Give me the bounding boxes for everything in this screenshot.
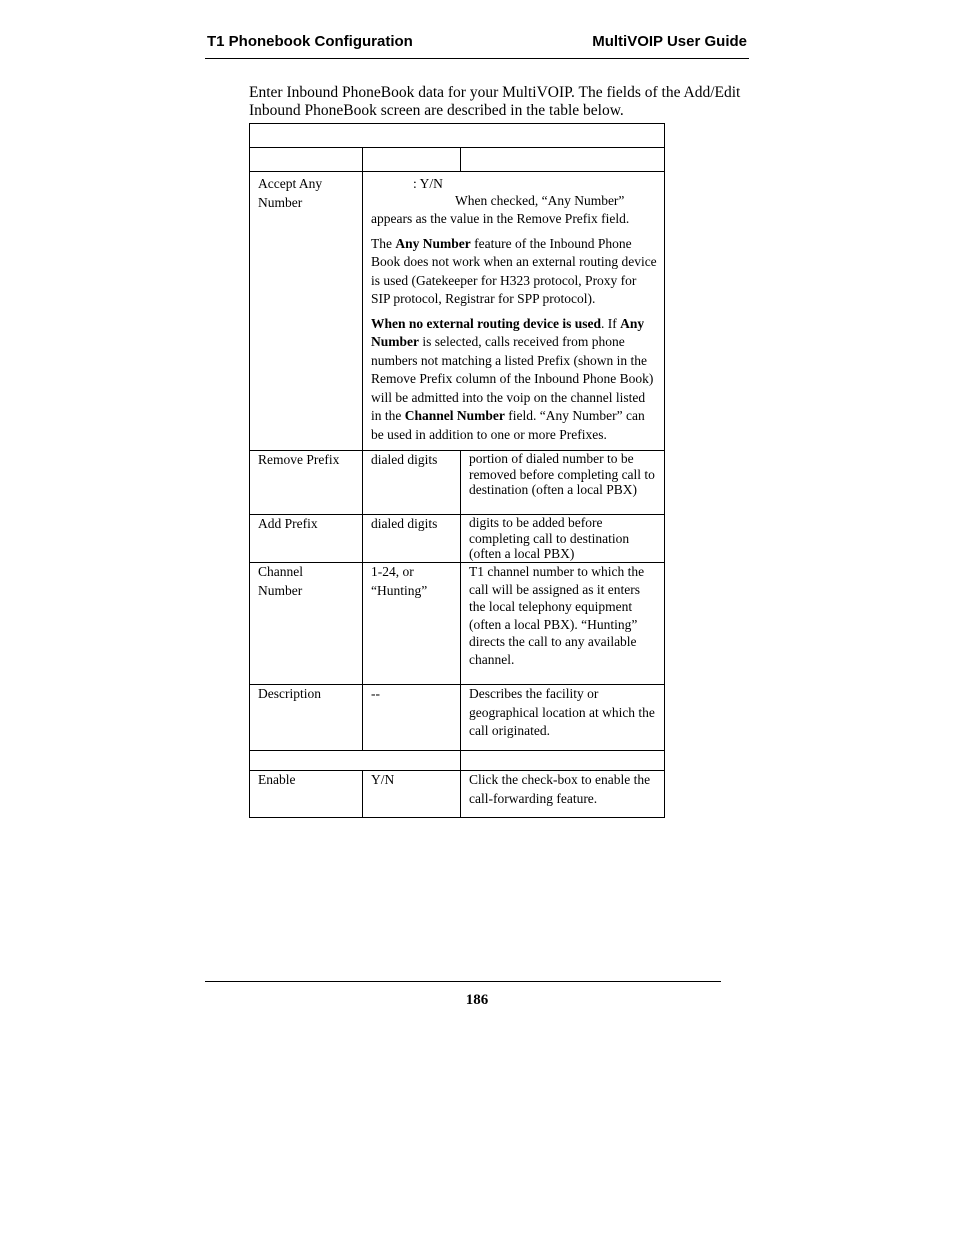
table-row-description — [250, 685, 665, 751]
description-text: Click the check-box to enable the call-forwarding feature. — [461, 771, 665, 818]
intro-paragraph: Enter Inbound PhoneBook data for your MultiVOIP. The fields of the Add/Edit Inbound PhoneBook screen are described in the table below. — [249, 84, 741, 119]
phonebook-fields-table — [249, 123, 665, 818]
note-text: . If — [601, 315, 621, 331]
footer-rule — [205, 981, 721, 982]
description-text: When checked, “Any Number” appears as the value in the Remove Prefix field. — [371, 192, 630, 226]
note-bold: When no external routing device is used — [371, 315, 602, 331]
description-cell — [461, 563, 665, 685]
accept-any-merged-cell — [363, 172, 665, 451]
header-cell-field — [250, 148, 363, 172]
note-text: field. “Any Number” can be used in addition to one or more Prefixes. — [371, 408, 645, 442]
table-header-row — [250, 148, 665, 172]
description-text: (often a local PBX). “Hunting” directs the call to any available channel. — [469, 616, 638, 667]
table-row-remove-prefix — [250, 451, 665, 515]
field-name: Enable — [250, 771, 363, 818]
page-number: 186 — [465, 992, 489, 1008]
description-text: Describes the facility or geographical location at which the call originated. — [461, 685, 665, 751]
note-bold: Any Number — [371, 315, 645, 349]
empty-cell — [461, 751, 665, 771]
field-name: Accept Any Number — [258, 176, 323, 210]
routing-note — [371, 315, 658, 445]
note-bold: Any Number — [395, 235, 471, 251]
field-name: Add Prefix — [250, 515, 363, 563]
table-row-channel-number — [250, 563, 665, 685]
header-cell-values — [363, 148, 461, 172]
note-text: is selected, calls received from phone numbers not matching a listed Prefix (shown in the Remove Prefix column of the Inbound Phone Book) will be admitted into the voip on the channel listed in the — [371, 334, 654, 423]
header-rule — [205, 58, 749, 59]
header-cell-description — [461, 148, 665, 172]
field-name-cell — [250, 172, 363, 451]
description-text: portion of dialed number to be removed before completing call to destination (often a local PBX) — [461, 451, 665, 515]
any-number-note — [371, 235, 658, 309]
note-text: feature of the Inbound Phone Book does not work when an external routing device is used (Gatekeeper for H323 protocol, Proxy for SIP protocol, Registrar for SPP protocol). — [371, 235, 657, 306]
values-text: Y/N — [363, 771, 461, 818]
field-name: Remove Prefix — [250, 451, 363, 515]
field-name: Description — [250, 685, 363, 751]
table-row-add-prefix — [250, 515, 665, 563]
values-text: : Y/N — [413, 176, 443, 191]
note-text: The — [371, 235, 396, 251]
values-text: 1-24, or “Hunting” — [363, 563, 461, 685]
table-row-accept-any — [250, 172, 665, 451]
table-title-cell — [250, 124, 665, 148]
empty-cell — [250, 751, 461, 771]
values-text: dialed digits — [363, 451, 461, 515]
table-title-row — [250, 124, 665, 148]
values-text: -- — [363, 685, 461, 751]
table-row-enable — [250, 771, 665, 818]
running-header-guide: MultiVOIP User Guide — [592, 33, 747, 50]
field-name: Channel Number — [250, 563, 363, 685]
running-header-title: T1 Phonebook Configuration — [207, 33, 413, 50]
description-text: digits to be added before completing call to destination (often a local PBX) — [461, 515, 665, 563]
description-text: T1 channel number to which the call will be assigned as it enters the local telephony equipment — [469, 564, 645, 614]
values-text: dialed digits — [363, 515, 461, 563]
note-bold: Channel Number — [404, 408, 505, 423]
table-row-empty — [250, 751, 665, 771]
